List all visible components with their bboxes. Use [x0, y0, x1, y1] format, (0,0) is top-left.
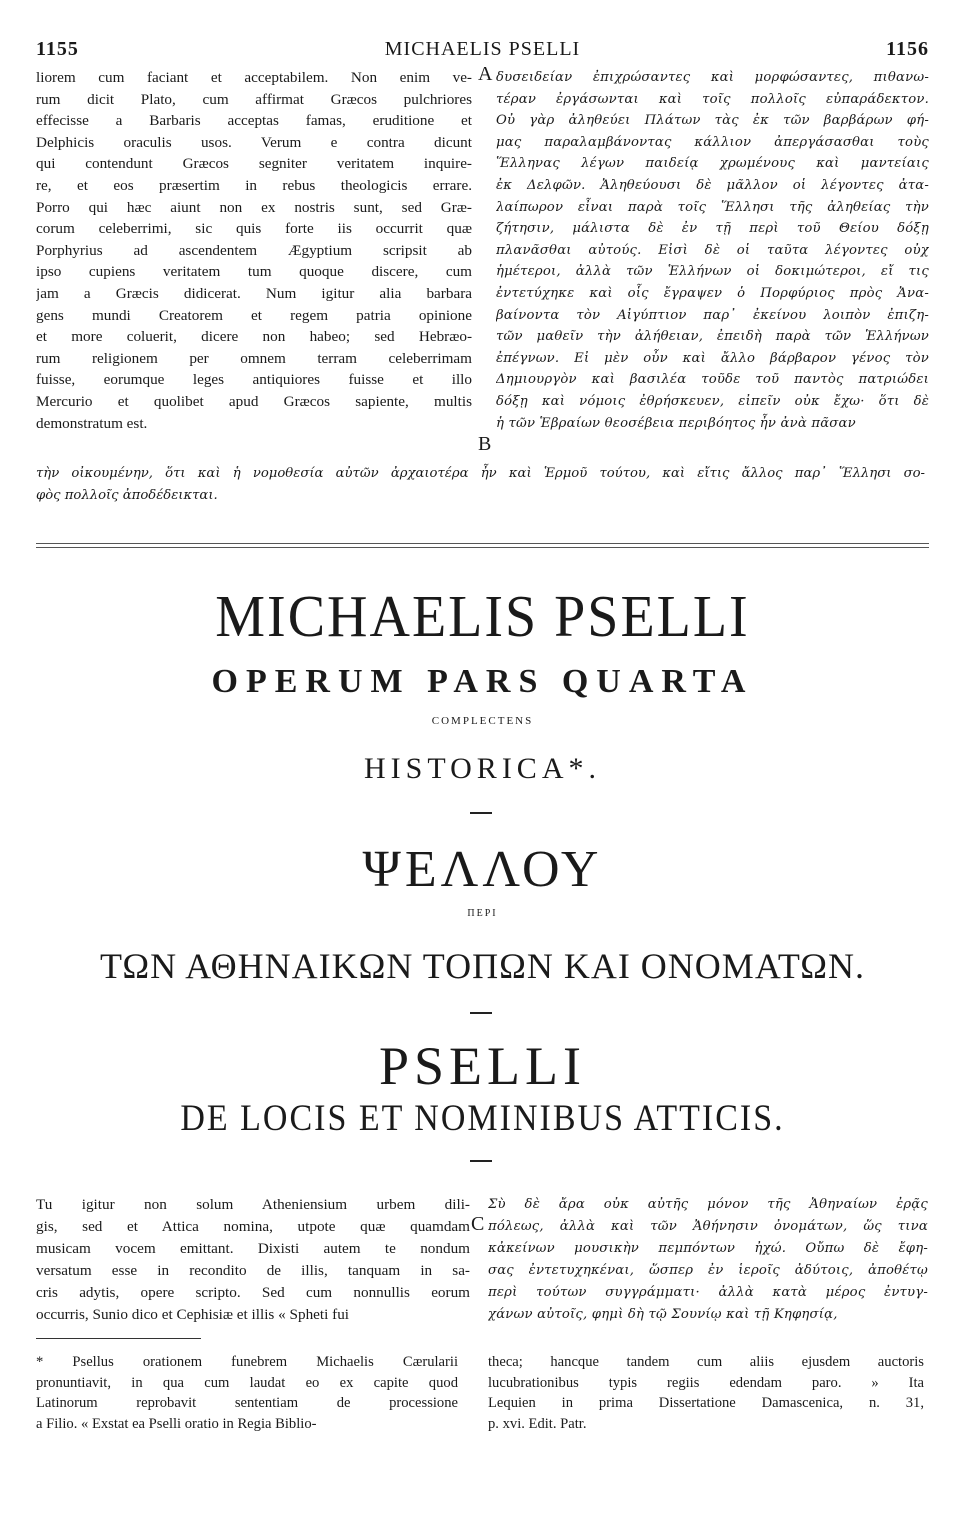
- text-line: Σὺ δὲ ἄρα οὐκ αὐτῆς μόνον τῆς Ἀθηναίων ἐρᾷς: [488, 1197, 928, 1212]
- footnote-line: Latinorum reprobavit sententiam de processione: [36, 1395, 458, 1411]
- text-line: φὸς πολλοῖς ἀποδέδεικται.: [36, 487, 218, 503]
- text-line: λαίπωρον εἶναι παρὰ τοῖς Ἕλλησι τῆς ἀληθείας τὴν: [496, 199, 929, 215]
- text-line: rum dicit Plato, cum affirmat Græcos pulchriores: [36, 90, 472, 108]
- text-line: gens mundi Creatorem et regem patria opinione: [36, 306, 472, 324]
- text-line: βαίνοντα τὸν Αἰγύπτιον παρ᾽ ἐκείνου λοιπὸν ἐπιζη-: [496, 307, 929, 323]
- text-line: Δημιουργὸν καὶ βασιλέα τοῦδε τοῦ παντὸς πατριώδει: [496, 372, 929, 388]
- text-line: Οὐ γὰρ ἀληθεύει Πλάτων τὰς ἐκ τῶν βαρβάρων φή-: [496, 113, 929, 129]
- footnote-line: a Filio. « Exstat ea Pselli oratio in Regia Biblio-: [36, 1415, 317, 1432]
- margin-marker-b: B: [478, 433, 492, 455]
- text-line: τέραν ἐργάσωνται καὶ τοῖς πολλοῖς εὐπαράδεκτον.: [496, 91, 929, 107]
- footnote-line: * Psellus orationem funebrem Michaelis Cærularii: [36, 1354, 458, 1370]
- text-line: πλανᾶσθαι αὐτούς. Εἰσὶ δὲ οἱ ταῦτα λέγοντες οὐχ: [496, 242, 929, 258]
- footnote-left: [36, 1352, 458, 1434]
- text-line: cris adytis, opere scripto. Sed cum nonnullis eorum: [36, 1284, 470, 1301]
- text-line: ipso cupiens veritatem tum quoque discere, cum: [36, 263, 472, 281]
- text-line: σας ἐντετυχηκέναι, ὥσπερ ἐν ἱεροῖς ἀδύτοις, ἀποθέτῳ: [488, 1263, 928, 1278]
- greek-column-top: [496, 67, 929, 434]
- text-line: ἡμέτεροι, ἀλλὰ τῶν Ἑλλήνων οἱ δοκιμώτεροι, εἴ τις: [496, 264, 929, 280]
- text-line: musicam vocem emittant. Dixisti autem te nondum: [36, 1240, 470, 1257]
- latin-column-top: [36, 67, 472, 434]
- greek-column-body: [488, 1194, 928, 1326]
- margin-marker-c: C: [471, 1213, 485, 1235]
- text-line: ἐντετύχηκε καὶ οἷς ἔγραψεν ὁ Πορφύριος πρὸς Ἀνα-: [496, 285, 929, 301]
- text-line: Porro qui hæc aiunt non ex nostris sunt, sed Græ-: [36, 198, 472, 216]
- text-line: μας παραλαμβάνοντας κάλλιον ἀπεργάσασθαι τοὺς: [496, 134, 929, 150]
- text-line: liorem cum faciant et acceptabilem. Non enim ve-: [36, 69, 472, 86]
- section-divider: [36, 543, 929, 544]
- title-dash-2: [470, 1012, 492, 1014]
- latin-column-body: [36, 1194, 470, 1326]
- title-opera: OPERUM PARS QUARTA: [211, 663, 754, 700]
- text-line: re, et eos præsertim in rebus theologicis errare.: [36, 176, 472, 194]
- text-line: demonstratum est.: [36, 414, 148, 432]
- title-complectens: COMPLECTENS: [431, 715, 534, 727]
- title-author: MICHAELIS PSELLI: [215, 584, 750, 650]
- text-line: πόλεως, ἀλλὰ καὶ τῶν Ἀθήνησιν ὀνομάτων, ὥς τινα: [488, 1219, 928, 1234]
- text-line: rum religionem per omnem terram celeberrimam: [36, 349, 472, 367]
- text-line: τῶν μαθεῖν τὴν ἀλήθειαν, ἐπειδὴ παρὰ τῶν Ἑλλήνων: [496, 329, 929, 345]
- text-line: Ἕλληνας λέγων παιδείᾳ χρωμένους καὶ μαντείαις: [496, 156, 929, 172]
- footnote-line: pronuntiavit, in qua cum laudat eo ex capite quod: [36, 1374, 458, 1391]
- text-line: χάνων αὐτοῖς, φημὶ δὴ τῷ Σουνίῳ καὶ τῇ Κηφησίᾳ,: [488, 1307, 838, 1322]
- title-historica: HISTORICA*.: [364, 752, 601, 785]
- left-page-number: 1155: [36, 38, 79, 60]
- text-line: ἐπέγνων. Εἰ μὲν οὖν καὶ ἄλλο βάρβαρον γένος τὸν: [496, 350, 929, 366]
- text-line: Mercurio et quolibet apud Græcos sapiente, multis: [36, 392, 472, 410]
- text-line: Porphyrius ad ascendentem Ægyptium scripsit ab: [36, 241, 472, 259]
- margin-marker-a: A: [478, 63, 493, 85]
- text-line: jam a Græcis didicerat. Num igitur alia barbara: [36, 284, 472, 302]
- text-line: versatum esse in recondito de illis, tanquam in sa-: [36, 1262, 470, 1279]
- text-line: gis, sed et Attica nomina, utpote quæ quamdam: [36, 1218, 470, 1235]
- title-greek-work: ΤΩΝ ΑΘΗΝΑΙΚΩΝ ΤΟΠΩΝ ΚΑΙ ΟΝΟΜΑΤΩΝ.: [100, 946, 865, 986]
- text-line: κἀκείνων μουσικὴν πεμπόντων ἠχώ. Οὔπω δὲ ἔφη-: [488, 1241, 928, 1256]
- footnote-line: p. xvi. Edit. Patr.: [488, 1415, 587, 1432]
- text-line: Delphicis oraculis usos. Verum e contra dicunt: [36, 133, 472, 151]
- footnote-line: Lequien in prima Dissertatione Damascenica, n. 31,: [488, 1395, 924, 1411]
- text-line: ἡ τῶν Ἑβραίων θεοσέβεια περιβόητος ἦν ἀνὰ πᾶσαν: [496, 415, 856, 431]
- title-dash-1: [470, 812, 492, 814]
- footnote-line: lucubrationibus typis regiis edendam paro. » Ita: [488, 1374, 924, 1391]
- text-line: occurris, Sunio dico et Cephisiæ et illis « Spheti fui: [36, 1306, 350, 1323]
- text-line: ἐκ Δελφῶν. Ἀληθεύουσι δὲ μᾶλλον οἱ λέγοντες ἀτα-: [496, 177, 929, 193]
- footnote-right: [488, 1352, 924, 1434]
- text-line: Tu igitur non solum Atheniensium urbem dili-: [36, 1196, 470, 1213]
- title-latin-work: DE LOCIS ET NOMINIBUS ATTICIS.: [180, 1098, 785, 1139]
- text-line: δυσειδείαν ἐπιχρώσαντες καὶ μορφώσαντες, πιθανω-: [496, 70, 929, 85]
- text-line: περὶ τούτων συγγράμματι· ἀλλὰ κατὰ μέρος ἐντυγ-: [488, 1285, 928, 1300]
- running-header: [36, 38, 929, 64]
- title-greek-author: ΨΕΛΛΟΥ: [362, 841, 603, 898]
- text-line: τὴν οἰκουμένην, ὅτι καὶ ἡ νομοθεσία αὐτῶν ἀρχαιοτέρα ἦν καὶ Ἑρμοῦ τούτου, καὶ εἴτις ἄλλος παρ᾽ Ἕλλησι σο-: [36, 466, 925, 481]
- text-line: fuisse, eorumque leges antiquiores fuisse et illo: [36, 371, 472, 389]
- title-greek-peri: ΠΕΡΙ: [467, 908, 498, 919]
- text-line: effecisse a Barbaris acceptas famas, eruditione et: [36, 112, 472, 130]
- right-page-number: 1156: [886, 38, 929, 60]
- title-latin-author: PSELLI: [378, 1036, 586, 1096]
- text-line: corum celeberrimi, sic quis forte iis occurrit quæ: [36, 220, 472, 238]
- text-line: et more coluerit, dicere non habeo; sed Hebræo-: [36, 328, 472, 346]
- footnote-rule: [36, 1338, 201, 1339]
- footnote-line: theca; hancque tandem cum aliis ejusdem auctoris: [488, 1354, 924, 1370]
- running-title: MICHAELIS PSELLI: [384, 38, 581, 60]
- greek-fullwidth-lines: [36, 463, 925, 506]
- text-line: ζήτησιν, μάλιστα δὲ ἐν τῇ περὶ τοῦ Θείου δόξῃ: [496, 221, 929, 237]
- text-line: qui contendunt Græcos segniter veritatem inquire-: [36, 155, 472, 173]
- title-dash-3: [470, 1160, 492, 1162]
- text-line: δόξῃ καὶ νόμοις ἐθρήσκευεν, εἰπεῖν οὐκ ἔχω· ὅτι δὲ: [496, 393, 929, 409]
